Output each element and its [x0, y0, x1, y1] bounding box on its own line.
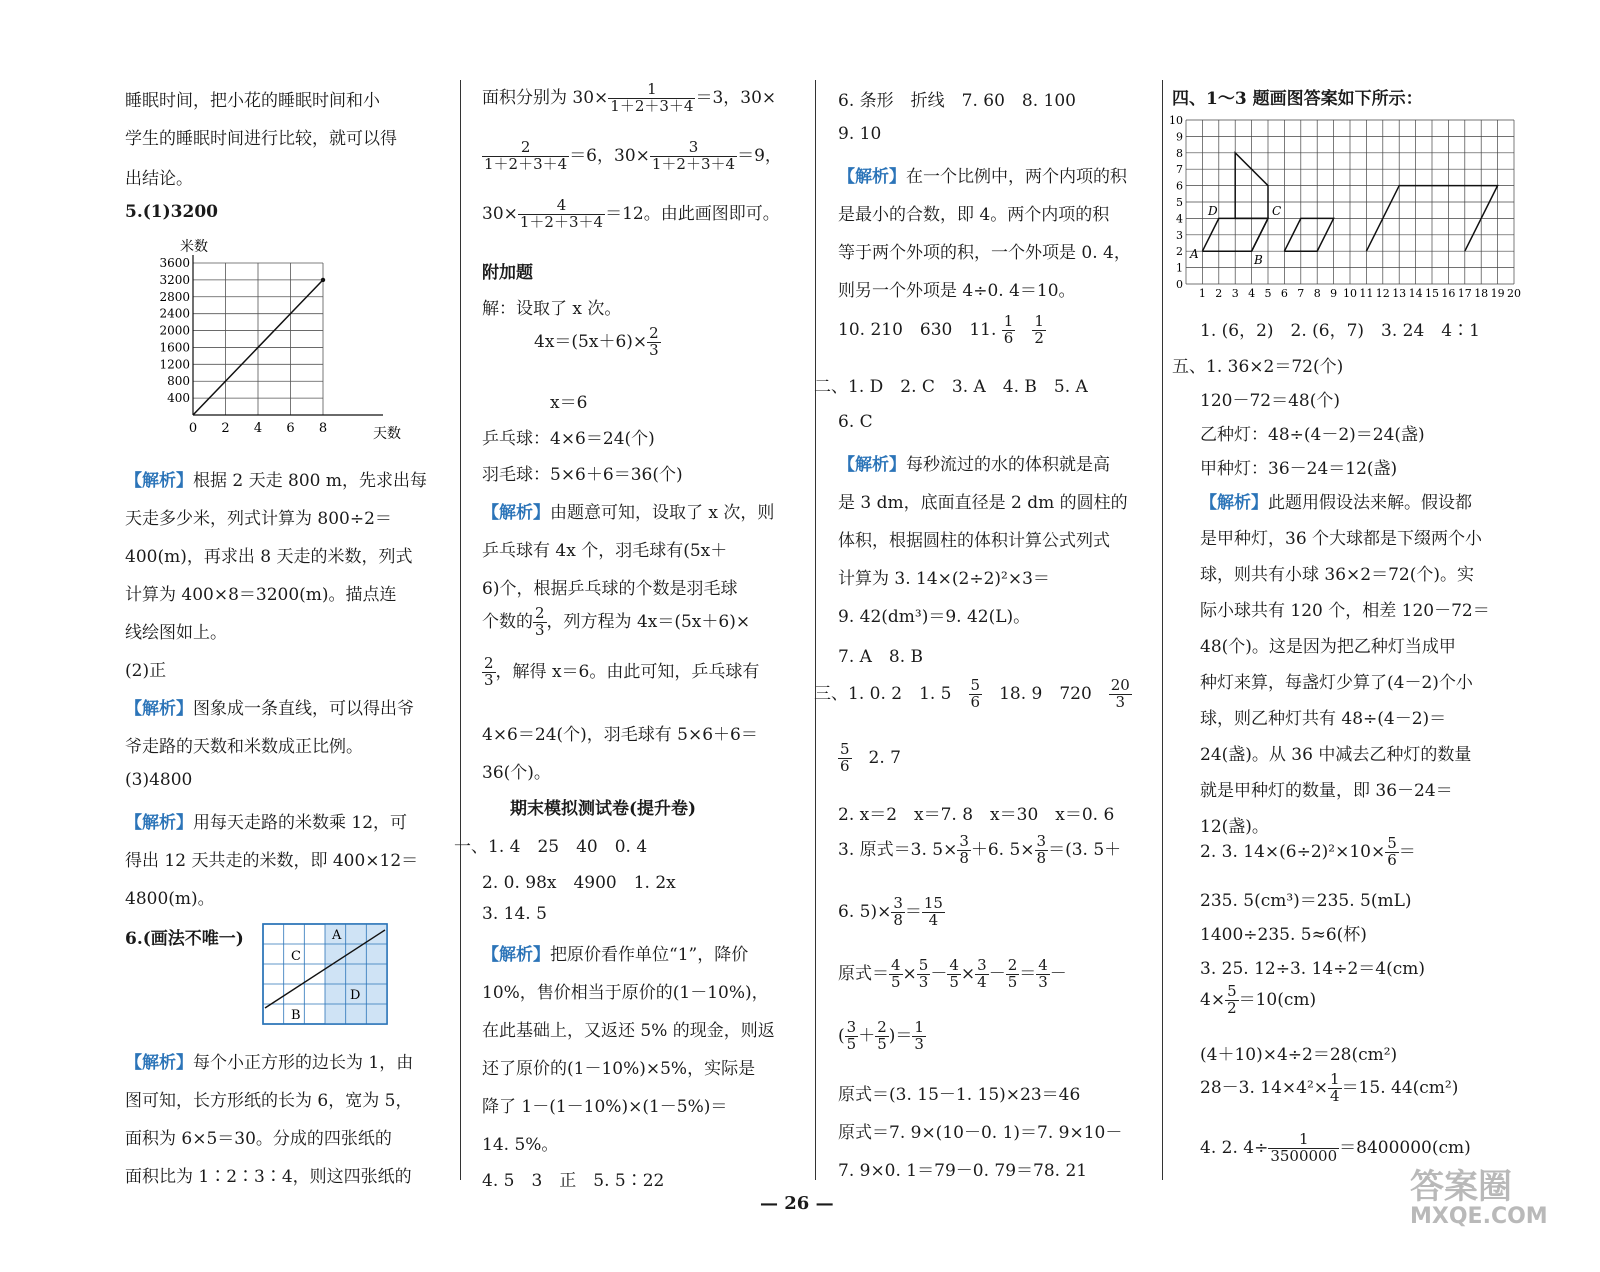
chart-xlabel: 天数 [373, 426, 401, 442]
text-line: 在此基础上，又返还 5% 的现金，则返 [482, 1021, 775, 1041]
analysis: 【解析】把原价看作单位“1”，降价 [482, 945, 749, 965]
text-line: 2. x＝2 x＝7. 8 x＝30 x＝0. 6 [838, 805, 1115, 825]
text-line: 球，则共有小球 36×2＝72(个)。实 [1200, 565, 1474, 585]
y-tick-label: 1 [1176, 261, 1183, 275]
text-line: 计算为 3. 14×(2÷2)²×3＝ [838, 569, 1050, 589]
text-line: 9. 10 [838, 124, 882, 144]
text-line: 种灯来算，每盏灯少算了(4－2)个小 [1200, 673, 1473, 693]
text-line: 二、1. D 2. C 3. A 4. B 5. A [814, 377, 1088, 397]
text-line: 解：设取了 x 次。 [482, 299, 622, 319]
x-tick-label: 14 [1408, 287, 1423, 300]
equation: x＝6 [550, 393, 588, 413]
region-label-a: A [332, 928, 342, 943]
text-line: 6)个，根据乒乓球的个数是羽毛球 [482, 579, 738, 599]
chart-ytick-label: 3200 [159, 272, 190, 287]
text-line: 羽毛球：5×6＋6＝36(个) [482, 465, 683, 485]
x-tick-label: 8 [1313, 287, 1321, 300]
column-divider [1162, 80, 1163, 1180]
text-line: 计算为 400×8＝3200(m)。描点连 [125, 585, 397, 605]
text-line: 4. 5 3 正 5. 5∶22 [482, 1171, 665, 1191]
text-line: 乙种灯：48÷(4－2)＝24(盏) [1200, 425, 1425, 445]
section-heading: 附加题 [482, 263, 533, 283]
text-line: 4. 2. 4÷ $\frac{1}{3500000}$ ＝8400000(cm) [1200, 1130, 1471, 1165]
text-line: 10%，售价相当于原价的(1－10%)， [482, 983, 769, 1003]
section-heading: 四、1～3 题画图答案如下所示： [1172, 89, 1423, 109]
text-line: 天走多少米，列式计算为 800÷2＝ [125, 509, 392, 529]
x-tick-label: 10 [1343, 287, 1357, 300]
column-divider [815, 80, 816, 1180]
text-line: 原式＝7. 9×(10－0. 1)＝7. 9×10－ [838, 1123, 1123, 1143]
page-number: — 26 — [760, 1193, 834, 1214]
section-title: 期末模拟测试卷(提升卷) [510, 799, 697, 819]
column-divider [460, 80, 461, 1180]
coordinate-x-labels [1199, 287, 1521, 300]
text-line: 7. A 8. B [838, 647, 924, 667]
text-line: 线绘图如上。 [125, 623, 227, 643]
x-tick-label: 16 [1441, 287, 1456, 300]
equation: 4x＝(5x＋6)× $\frac{2}{3}$ [534, 324, 659, 359]
chart-xtick-label: 2 [221, 421, 230, 436]
text-line: 28－3. 14×4²× $\frac{1}{4}$ ＝15. 44(cm²) [1200, 1070, 1459, 1105]
text-line: (4＋10)×4÷2＝28(cm²) [1200, 1045, 1398, 1065]
text-line: 2. 3. 14×(6÷2)²×10× $\frac{5}{6}$ ＝ [1200, 834, 1416, 869]
y-tick-label: 6 [1176, 179, 1183, 193]
text-line: 际小球共有 120 个，相差 120－72＝ [1200, 601, 1490, 621]
text-line: 体积，根据圆柱的体积计算公式列式 [838, 531, 1110, 551]
question-5-1: 5.(1)3200 [125, 202, 218, 222]
chart-points [321, 278, 325, 282]
text-line: 原式＝(3. 15－1. 15)×23＝46 [838, 1085, 1081, 1105]
text-line: 1. (6，2) 2. (6，7) 3. 24 4∶1 [1200, 321, 1480, 341]
text-line: 6. C [838, 412, 873, 432]
analysis: 【解析】每秒流过的水的体积就是高 [838, 455, 1110, 475]
x-tick-label: 12 [1375, 287, 1390, 300]
x-tick-label: 6 [1280, 287, 1288, 300]
text-line: 7. 9×0. 1＝79－0. 79＝78. 21 [838, 1161, 1088, 1181]
point-label-d: D [1208, 204, 1218, 218]
text-line: 9. 42(dm³)＝9. 42(L)。 [838, 607, 1031, 627]
text-line: 6. 条形 折线 7. 60 8. 100 [838, 91, 1076, 111]
text-line: 睡眠时间，把小花的睡眠时间和小 [125, 91, 380, 111]
text-line: 235. 5(cm³)＝235. 5(mL) [1200, 891, 1412, 911]
text-line: 还了原价的(1－10%)×5%，实际是 [482, 1059, 756, 1079]
region-label-c: C [291, 949, 301, 964]
x-tick-label: 9 [1330, 287, 1338, 300]
text-line: 2. 0. 98x 4900 1. 2x [482, 873, 676, 893]
text-line: 6. 5)× $\frac{3}{8}$ ＝ $\frac{15}{4}$ [838, 894, 943, 929]
chart-ytick-label: 400 [167, 391, 190, 406]
text-line: 1400÷235. 5≈6(杯) [1200, 925, 1367, 945]
text-line: 三、1. 0. 2 1. 5 $\frac{5}{6}$ 18. 9 720 $\frac{20}{3}$ [814, 676, 1130, 711]
point-label-a: A [1190, 247, 1199, 261]
text-line: 面积分别为 30× $\frac{1}{1+2+3+4}$ ＝3，30× [482, 80, 777, 115]
x-tick-label: 18 [1474, 287, 1489, 300]
text-line: 4800(m)。 [125, 889, 215, 909]
text-line: 球，则乙种灯共有 48÷(4－2)＝ [1200, 709, 1447, 729]
point-label-b: B [1254, 253, 1263, 267]
analysis: 【解析】由题意可知，设取了 x 次，则 [482, 503, 775, 523]
y-tick-label: 3 [1176, 228, 1183, 242]
chart-grid [193, 255, 383, 415]
x-tick-label: 2 [1215, 287, 1223, 300]
text-line: 原式＝ $\frac{4}{5}$ × $\frac{5}{3}$ － $\frac{4}{5}$ × $\frac{3}{4}$ － $\frac{2}{5}$ ＝ $\frac{4}{3}$ － [838, 956, 1067, 991]
point-label-c: C [1272, 204, 1282, 218]
y-tick-label: 7 [1176, 163, 1183, 177]
x-tick-label: 1 [1198, 287, 1206, 300]
chart-xtick-label: 4 [253, 421, 263, 436]
chart-ytick-label: 3600 [159, 256, 190, 270]
text-line: 是最小的合数，即 4。两个内项的积 [838, 205, 1110, 225]
question-5-2: (2)正 [125, 661, 167, 681]
x-tick-label: 4 [1248, 287, 1256, 300]
chart-ytick-label: 2800 [159, 289, 190, 304]
coordinate-grid [1164, 114, 1521, 304]
grid-diagram [261, 922, 389, 1026]
text-line: 等于两个外项的积，一个外项是 0. 4， [838, 243, 1131, 263]
watermark: 答案圈 MXQE.COM [1410, 1167, 1548, 1229]
x-tick-label: 20 [1507, 287, 1521, 300]
analysis: 【解析】在一个比例中，两个内项的积 [838, 167, 1127, 187]
text-line: 个数的 $\frac{2}{3}$ ，列方程为 4x＝(5x＋6)× [482, 604, 751, 639]
y-tick-label: 5 [1176, 196, 1183, 209]
chart-xtick-label: 0 [188, 421, 198, 436]
analysis: 【解析】用每天走路的米数乘 12，可 [125, 813, 408, 833]
analysis: 【解析】图象成一条直线，可以得出爷 [125, 699, 414, 719]
chart-yticks [159, 256, 190, 405]
text-line: 图可知，长方形纸的长为 6，宽为 5， [125, 1091, 413, 1111]
y-tick-label: 9 [1176, 130, 1183, 144]
chart-ytick-label: 1600 [159, 340, 190, 355]
text-line: 4×6＝24(个)，羽毛球有 5×6＋6＝ [482, 725, 758, 745]
text-line: 12(盏)。 [1200, 817, 1269, 837]
chart-ytick-label: 2000 [159, 323, 190, 338]
text-line: 是 3 dm，底面直径是 2 dm 的圆柱的 [838, 493, 1128, 513]
analysis: 【解析】此题用假设法来解。假设都 [1200, 493, 1472, 513]
x-tick-label: 5 [1264, 287, 1272, 300]
text-line: 3. 14. 5 [482, 904, 547, 924]
text-line: 4× $\frac{5}{2}$ ＝10(cm) [1200, 982, 1317, 1017]
chart-xticks [189, 421, 327, 436]
y-tick-label: 8 [1176, 146, 1183, 160]
text-line: 就是甲种灯的数量，即 36－24＝ [1200, 781, 1453, 801]
text-line: $\frac{5}{6}$ 2. 7 [840, 740, 901, 775]
text-line: 3. 25. 12÷3. 14÷2＝4(cm) [1200, 959, 1425, 979]
x-tick-label: 7 [1297, 287, 1305, 300]
text-line: 400(m)，再求出 8 天走的米数，列式 [125, 547, 413, 567]
text-line: 学生的睡眠时间进行比较，就可以得 [125, 129, 397, 149]
text-line: 是甲种灯，36 个大球都是下缀两个小 [1200, 529, 1483, 549]
chart-ytick-label: 1200 [159, 357, 190, 372]
text-line: 120－72＝48(个) [1200, 391, 1340, 411]
text-line: 48(个)。这是因为把乙种灯当成甲 [1200, 637, 1456, 657]
text-line: 14. 5%。 [482, 1135, 559, 1155]
text-line: 甲种灯：36－24＝12(盏) [1200, 459, 1398, 479]
line-chart [145, 233, 425, 448]
text-line: 爷走路的天数和米数成正比例。 [125, 737, 363, 757]
chart-point [321, 278, 325, 282]
chart-xtick-label: 6 [286, 421, 295, 436]
y-tick-label: 2 [1176, 245, 1183, 259]
text-line: 降了 1－(1－10%)×(1－5%)＝ [482, 1097, 728, 1117]
chart-ytick-label: 2400 [159, 306, 190, 321]
x-tick-label: 11 [1359, 287, 1374, 300]
text-line: 30× $\frac{4}{1+2+3+4}$ ＝12。由此画图即可。 [482, 196, 780, 231]
x-tick-label: 13 [1392, 287, 1407, 300]
question-6: 6.(画法不唯一) [125, 929, 244, 949]
text-line: 3. 原式＝3. 5× $\frac{3}{8}$ ＋6. 5× $\frac{3}{8}$ ＝(3. 5＋ [838, 832, 1122, 867]
text-line: 乒乓球：4×6＝24(个) [482, 429, 655, 449]
x-tick-label: 19 [1490, 287, 1505, 300]
text-line: 则另一个外项是 4÷0. 4＝10。 [838, 281, 1076, 301]
text-line: 出结论。 [125, 169, 193, 189]
y-tick-label: 4 [1176, 212, 1183, 226]
text-line: 乒乓球有 4x 个，羽毛球有(5x＋ [482, 541, 728, 561]
analysis: 【解析】每个小正方形的边长为 1，由 [125, 1053, 414, 1073]
chart-xtick-label: 8 [318, 421, 328, 436]
y-tick-label: 0 [1176, 278, 1183, 291]
region-label-d: D [350, 988, 361, 1003]
text-line: $\frac{2}{1+2+3+4}$ ＝6，30× $\frac{3}{1+2+3+4}$ ＝9， [484, 138, 782, 173]
text-line: ( $\frac{3}{5}$ ＋ $\frac{2}{5}$ )＝ $\frac{1}{3}$ [838, 1018, 924, 1053]
analysis: 【解析】根据 2 天走 800 m，先求出每 [125, 471, 427, 491]
y-tick-label: 10 [1169, 114, 1183, 127]
chart-ylabel: 米数 [180, 239, 208, 255]
chart-ytick-label: 800 [167, 374, 190, 389]
text-line: 面积比为 1∶2∶3∶4，则这四张纸的 [125, 1167, 412, 1187]
region-label-b: B [291, 1008, 301, 1023]
text-line: 面积为 6×5＝30。分成的四张纸的 [125, 1129, 392, 1149]
text-line: 五、1. 36×2＝72(个) [1172, 357, 1344, 377]
question-5-3: (3)4800 [125, 770, 193, 790]
text-line: 得出 12 天共走的米数，即 400×12＝ [125, 851, 419, 871]
text-line: 24(盏)。从 36 中减去乙种灯的数量 [1200, 745, 1472, 765]
text-line: 36(个)。 [482, 763, 551, 783]
x-tick-label: 15 [1425, 287, 1439, 300]
x-tick-label: 3 [1231, 287, 1239, 300]
coordinate-y-labels [1169, 114, 1183, 291]
text-line: 一、1. 4 25 40 0. 4 [454, 837, 648, 857]
text-line: $\frac{2}{3}$ ，解得 x＝6。由此可知，乒乓球有 [484, 654, 760, 689]
x-tick-label: 17 [1457, 287, 1472, 300]
text-line: 10. 210 630 11. $\frac{1}{6}$ $\frac{1}{2}$ [838, 312, 1044, 347]
